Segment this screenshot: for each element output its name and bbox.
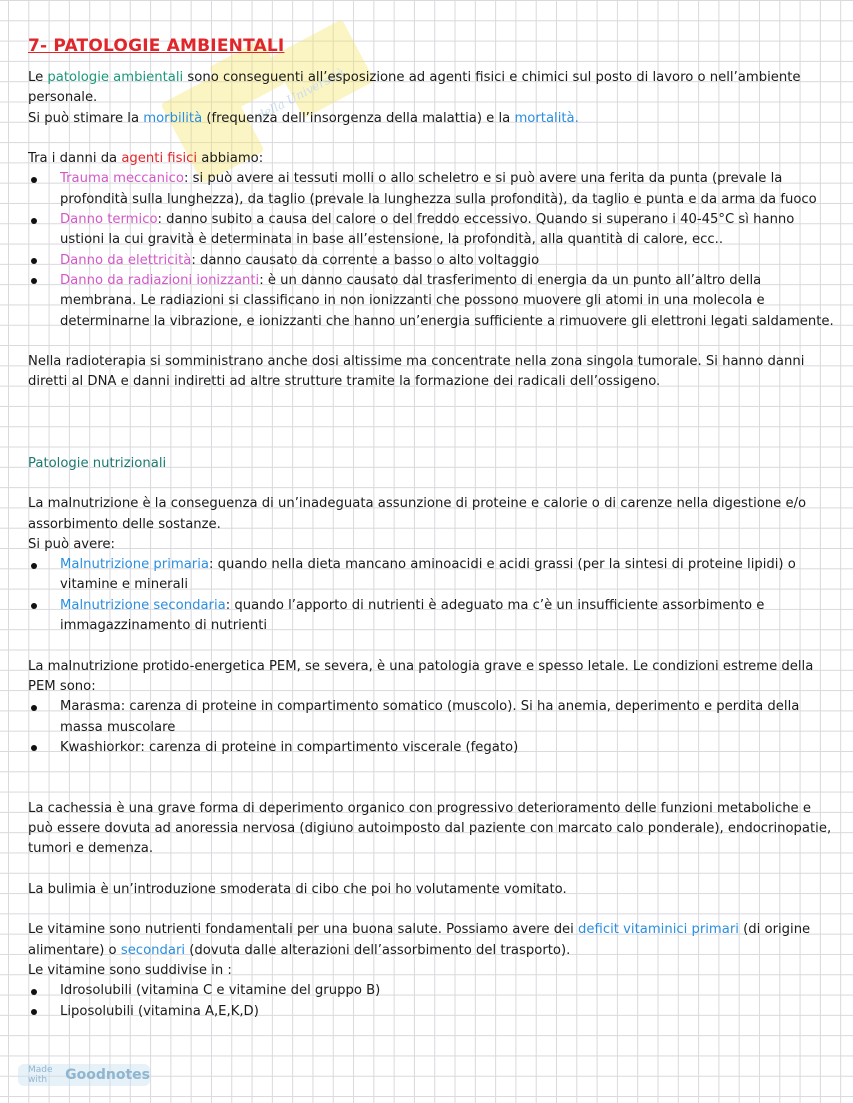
list-item: Danno termico: danno subito a causa del calore o del freddo eccessivo. Quando si superano i 40-45°C sì hanno ustioni la cui gravità è determinata in base all’estensione, la profondità, alla quantità di calore, ecc.. (28, 210, 834, 251)
malnutrizione-paragraph: La malnutrizione è la conseguenza di un’inadeguata assunzione di proteine e calorie o di carenze nella digestione e/o assorbimento delle sostanze. (28, 496, 807, 532)
list-item: Trauma meccanico: si può avere ai tessuti molli o allo scheletro e si può avere una ferita da punta (prevale la profondità sulla lunghezza), da taglio (prevale la lunghezza sulla profondità), da taglio e punta e da arma da fuoco (28, 169, 834, 210)
term-mortalita: mortalità. (514, 110, 579, 126)
intro-paragraph-1: Le patologie ambientali sono conseguenti all’esposizione ad agenti fisici e chimici sul posto di lavoro o nell’ambiente personale. (28, 70, 801, 106)
goodnotes-badge (18, 1064, 150, 1086)
list-item: Danno da elettricità: danno causato da corrente a basso o alto voltaggio (28, 251, 834, 271)
list-item: Danno da radiazioni ionizzanti: è un danno causato dal trasferimento di energia da un punto all’altro della membrana. Le radiazioni si classificano in non ionizzanti che possono muovere gli atomi in una molecola e determinarne la vibrazione, e ionizzanti che hanno un’energia sufficiente a rimuovere gli elettroni legati saldamente. (28, 271, 834, 332)
term-secondari: secondari (120, 942, 186, 958)
page-title: 7- PATOLOGIE AMBIENTALI (28, 36, 285, 56)
list-item: Liposolubili (vitamina A,E,K,D) (28, 1002, 834, 1022)
section-heading-nutrizionali: Patologie nutrizionali (28, 455, 167, 471)
list-item: Malnutrizione secondaria: quando l’apporto di nutrienti è adeguato ma c’è un insufficiente assorbimento e immagazzinamento di nutrienti (28, 596, 834, 637)
vitamine-list (28, 981, 834, 1022)
cachessia-paragraph: La cachessia è una grave forma di deperimento organico con progressivo deterioramento delle funzioni metaboliche e può essere dovuta ad anoressia nervosa (digiuno autoimposto dal paziente con marcato calo ponderale), endocrinopatie, tumori e demenza. (28, 800, 832, 857)
vitamine-lead: Le vitamine sono suddivise in : (28, 963, 232, 979)
list-item: Idrosolubili (vitamina C e vitamine del gruppo B) (28, 981, 834, 1001)
term-morbilita: morbilità (143, 110, 203, 126)
pem-paragraph: La malnutrizione protido-energetica PEM, se severa, è una patologia grave e spesso letale. Le condizioni estreme della PEM sono: (28, 658, 814, 694)
agenti-fisici-lead: Tra i danni da agenti fisici abbiamo: (28, 151, 264, 167)
vitamine-paragraph: Le vitamine sono nutrienti fondamentali per una buona salute. Possiamo avere dei deficit vitaminici primari (di origine alimentare) o secondari (dovuta dalle alterazioni dell’assorbimento del trasporto). (28, 922, 811, 958)
list-item: Kwashiorkor: carenza di proteine in compartimento viscerale (fegato) (28, 738, 834, 758)
watermark-logo: della Università (156, 0, 424, 201)
goodnotes-brand: Goodnotes (65, 1067, 150, 1083)
made-with-label: Made with (28, 1065, 53, 1085)
pem-list (28, 697, 834, 758)
document-page (28, 36, 834, 1022)
radioterapia-paragraph: Nella radioterapia si somministrano anche dosi altissime ma concentrate nella zona singola tumorale. Si hanno danni diretti al DNA e danni indiretti ad altre strutture tramite la formazione dei radicali dell’ossigeno. (28, 354, 805, 390)
list-item: Malnutrizione primaria: quando nella dieta mancano aminoacidi e acidi grassi (per la sintesi di proteine lipidi) o vitamine e minerali (28, 555, 834, 596)
malnutrizione-list (28, 555, 834, 636)
intro-paragraph-2: Si può stimare la morbilità (frequenza dell’insorgenza della malattia) e la mortalità. (28, 110, 579, 126)
term-patologie-ambientali: patologie ambientali (47, 70, 184, 85)
si-puo-avere: Si può avere: (28, 536, 115, 552)
term-deficit-primari: deficit vitaminici primari (578, 922, 739, 938)
bulimia-paragraph: La bulimia è un’introduzione smoderata di cibo che poi ho volutamente vomitato. (28, 881, 567, 897)
term-agenti-fisici: agenti fisici (121, 151, 198, 167)
list-item: Marasma: carenza di proteine in compartimento somatico (muscolo). Si ha anemia, deperimento e perdita della massa muscolare (28, 697, 834, 738)
agenti-fisici-list (28, 169, 834, 331)
